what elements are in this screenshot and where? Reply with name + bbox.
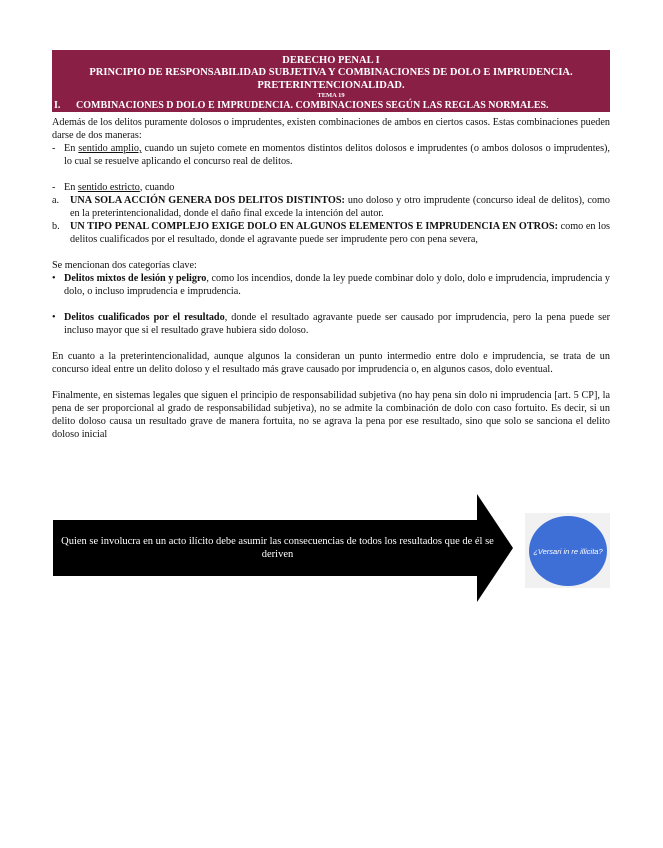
estricto-term: sentido estricto [77,182,140,193]
topic-title: PRINCIPIO DE RESPONSABILIDAD SUBJETIVA Y COMBINACIONES DE DOLO E IMPRUDENCIA. PRETERINTENCIONALIDAD. [89,67,573,91]
amplio-text [64,142,610,168]
bubble-text: ¿Versari in re illicita? [533,546,603,556]
amplio-rest: cuando un sujeto comete en momentos distintos delitos dolosos e imprudentes (o ambos dolosos o imprudentes), lo cual se resuelve aplicando el concurso real de delitos. [64,143,610,167]
document-body [52,116,610,441]
estricto-text [64,181,610,194]
subitem-heading: UNA SOLA ACCIÓN GENERA DOS DELITOS DISTINTOS: [70,195,345,206]
categoria-item-1 [52,272,610,298]
course-title: DERECHO PENAL I [282,55,380,66]
estricto-rest: , cuando [139,182,175,193]
categoria-term: Delitos mixtos de lesión y peligro [64,273,207,284]
bullet-dot: • [52,273,56,284]
section-title: COMBINACIONES D DOLO E IMPRUDENCIA. COMBINACIONES SEGÚN LAS REGLAS NORMALES. [76,100,549,111]
categoria-text: , como los incendios, donde la ley puede combinar dolo y dolo, dolo e imprudencia, imprudencia y dolo, o incluso imprudencia e imprudencia. [64,273,611,297]
intro-paragraph: Además de los delitos puramente dolosos o imprudentes, existen combinaciones de ambos en ciertos casos. Estas combinaciones pueden darse de dos maneras: [52,117,610,141]
list-marker: b. [52,221,60,232]
section-heading [52,100,610,112]
estricto-item [52,181,610,194]
categoria-term: Delitos cualificados por el resultado [64,312,225,323]
dash-bullet: - [52,143,56,154]
arrow-text: Quien se involucra en un acto ilícito debe asumir las consecuencias de todos los resultados que de él se deriven [61,536,494,560]
categoria-text: , donde el resultado agravante puede ser causado por imprudencia, pero la pena puede ser incluso mayor que si el resultado grave hubiera sido doloso. [64,312,610,336]
amplio-term: sentido amplio, [78,143,142,154]
bullet-dot: • [52,312,56,323]
subitem-heading: UN TIPO PENAL COMPLEJO EXIGE DOLO EN ALGUNOS ELEMENTOS E IMPRUDENCIA EN OTROS: [70,221,558,232]
subitem-text: uno doloso y otro imprudente (concurso ideal de delitos), como en la preterintencionalidad, donde el daño final excede la intención del autor. [70,195,610,219]
dash-bullet: - [52,182,56,193]
estricto-subitem-a [52,194,610,220]
section-number: I. [54,100,61,111]
versari-bubble [529,516,607,586]
estricto-pre: En [64,182,78,193]
subitem-text: como en los delitos cualificados por el resultado, donde el agravante puede ser imprudente pero con pena severa, [70,221,611,245]
final-paragraph: Finalmente, en sistemas legales que siguen el principio de responsabilidad subjetiva (no hay pena sin dolo ni imprudencia [art. 5 CP], la pena de ser proporcional al grado de responsabilidad subjetiva), no se admite la combinación de dolo con caso fortuito. Es decir, si un delito doloso causa un resultado grave de manera fortuita, no se agrava la pena por ese resultado, sino que solo se sanciona el delito doloso inicial [52,390,610,440]
categorias-intro: Se mencionan dos categorías clave: [52,260,197,271]
title-banner [52,50,610,112]
estricto-subitem-b [52,220,610,246]
list-marker: a. [52,195,60,206]
preterintencionalidad-paragraph: En cuanto a la preterintencionalidad, aunque algunos la consideran un punto intermedio entre dolo e imprudencia, se trata de un concurso ideal entre un delito doloso y el resultado más grave causado por imprudencia o, en algunos casos, dolo eventual. [52,351,610,375]
tema-label: TEMA 19 [317,92,345,99]
amplio-item [52,142,610,168]
categoria-item-2 [52,311,610,337]
amplio-pre: En [64,143,79,154]
